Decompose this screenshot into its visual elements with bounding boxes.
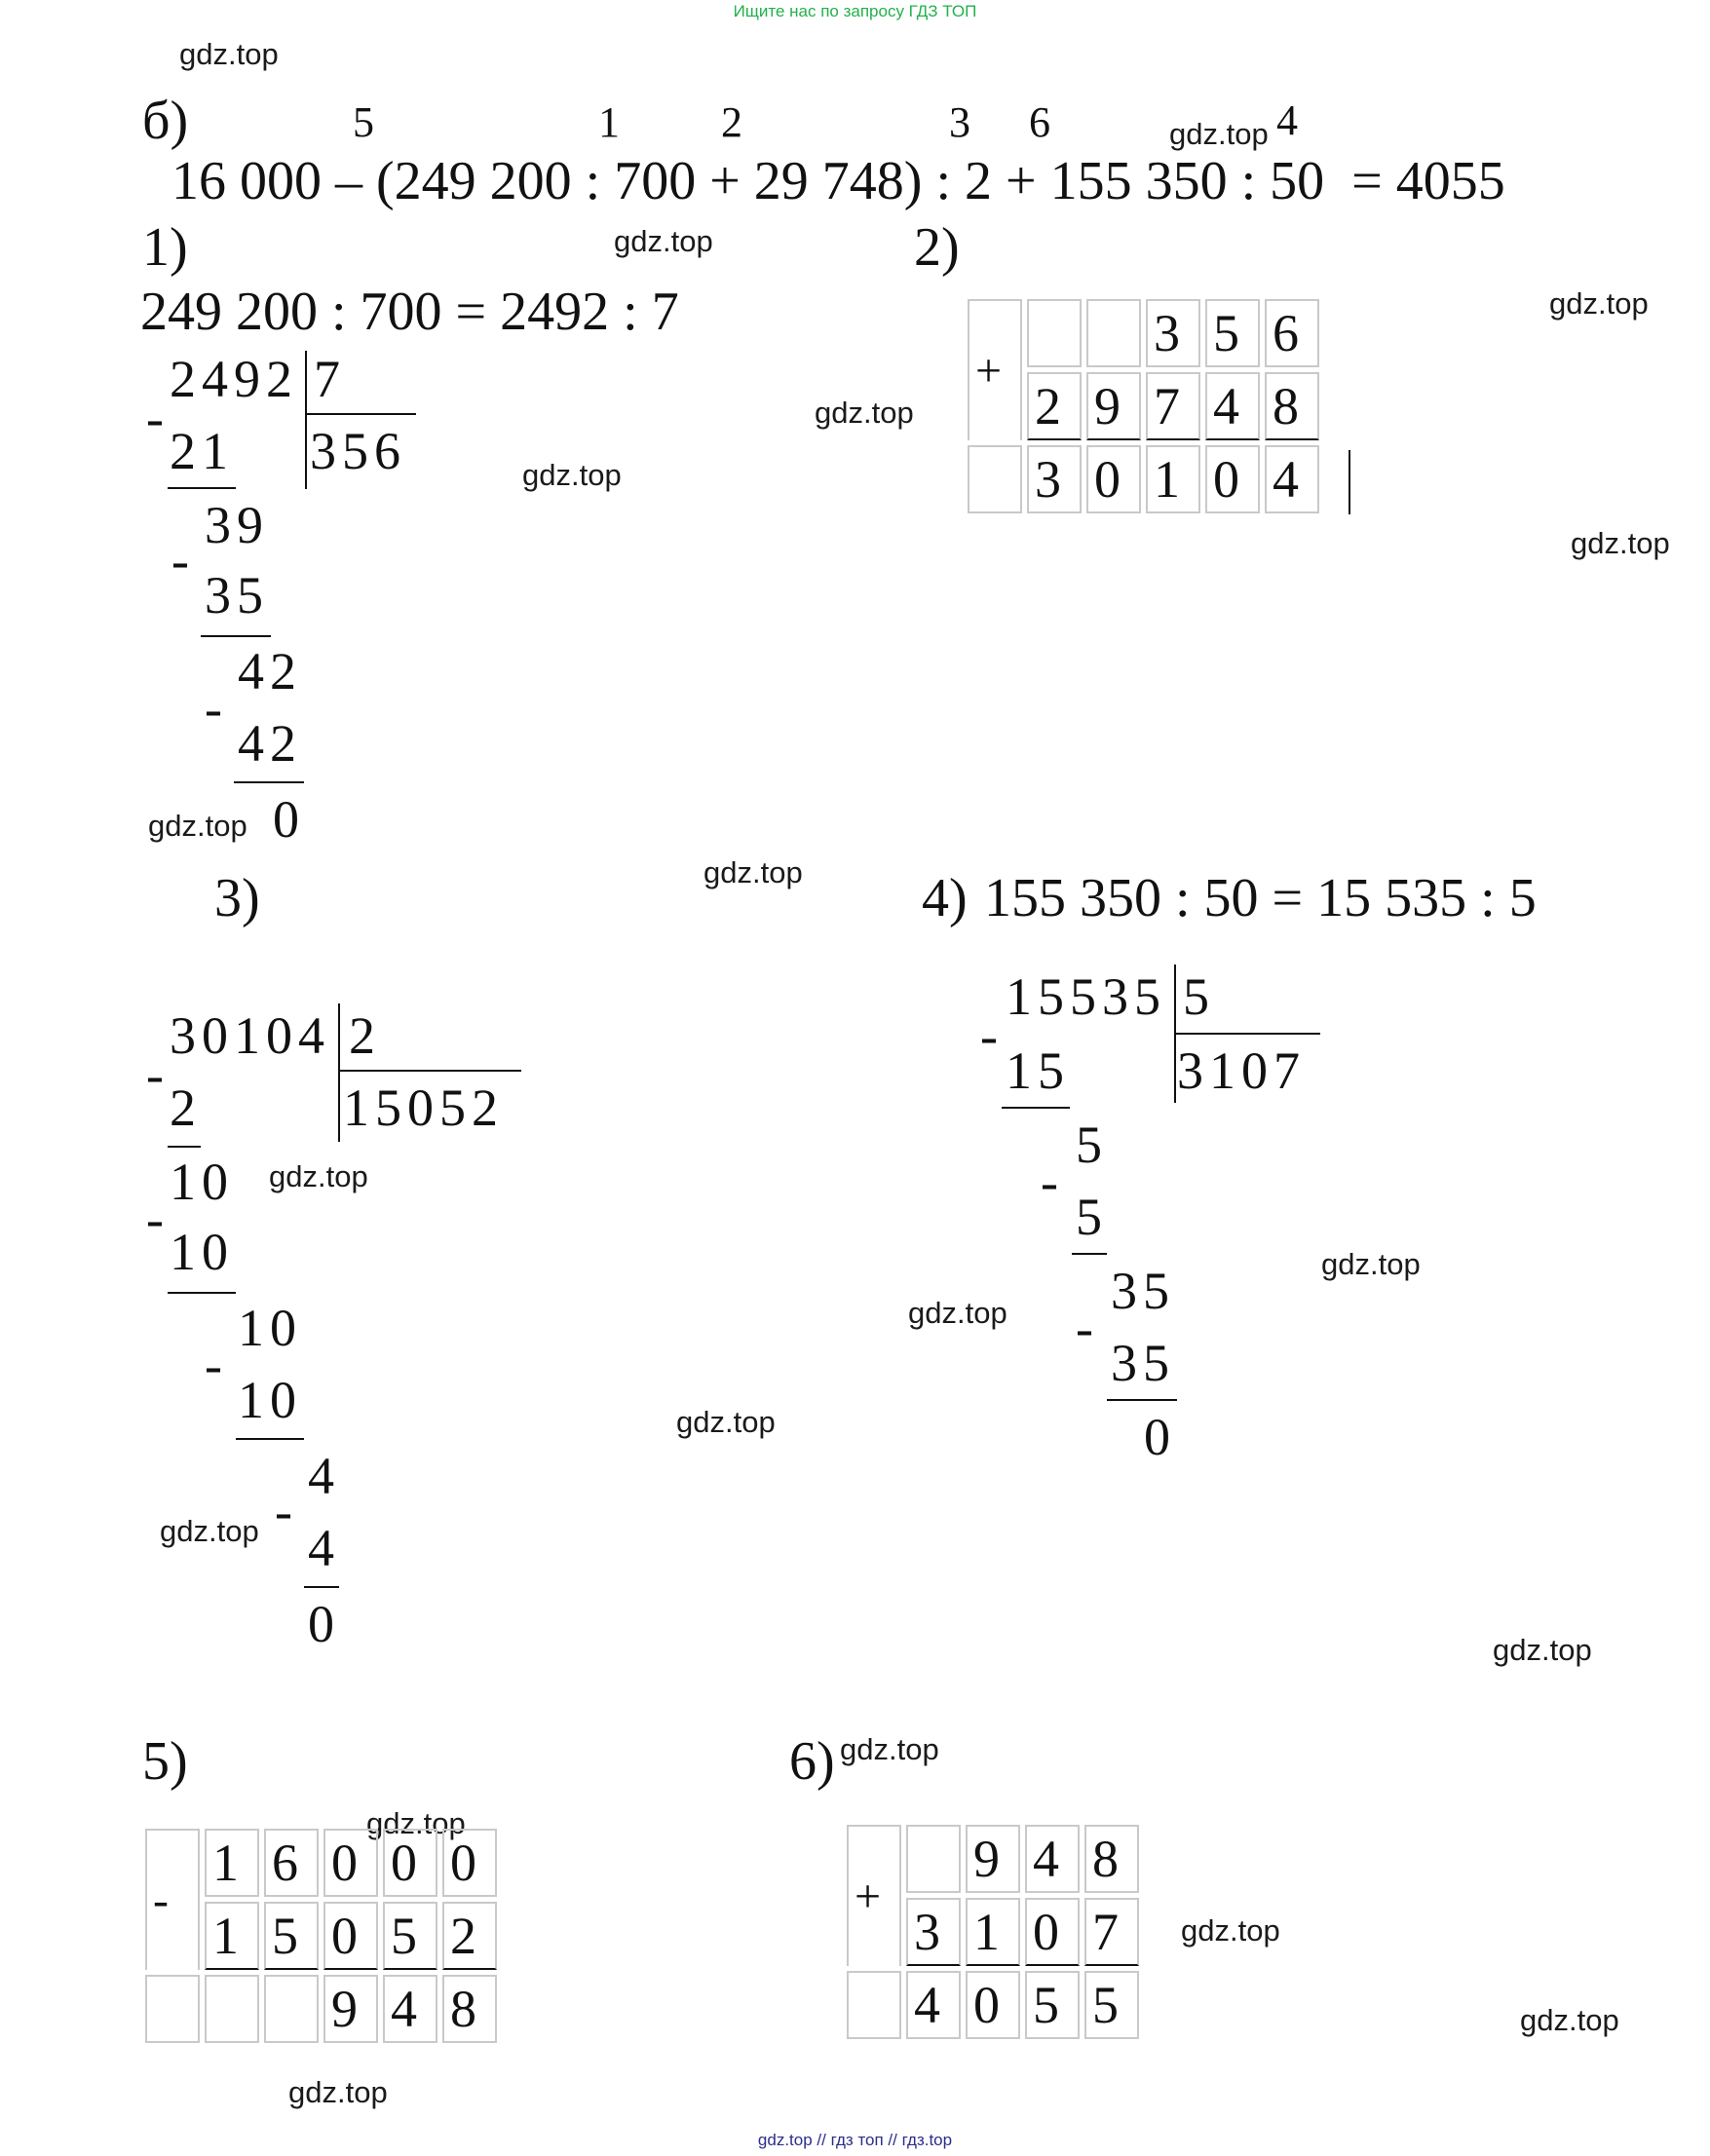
- step1-equation: 249 200 : 700 = 2492 : 7: [140, 282, 679, 342]
- watermark: gdz.top: [288, 2075, 388, 2109]
- step4-row: 35: [1111, 1334, 1175, 1392]
- step1-quotient-line: [307, 413, 416, 415]
- digit-cell: 9: [323, 1975, 378, 2043]
- watermark: gdz.top: [676, 1405, 776, 1439]
- digit-cell: 1: [205, 1829, 259, 1897]
- step3-rule: [304, 1586, 339, 1588]
- step3-division-bar: [338, 1003, 340, 1142]
- footer-links[interactable]: gdz.top // гдз топ // гдз.top: [757, 2131, 953, 2149]
- digit-cell: 5: [1084, 1971, 1139, 2039]
- step3-row: 2: [170, 1078, 202, 1137]
- order-mark: 5: [353, 98, 374, 146]
- digit-cell: 5: [1205, 299, 1260, 367]
- step3-row: 4: [308, 1447, 340, 1505]
- step4-row: 5: [1076, 1116, 1108, 1174]
- digit-cell: [1027, 299, 1082, 367]
- step3-rule: [168, 1146, 201, 1148]
- step4-quotient-line: [1176, 1033, 1320, 1035]
- digit-cell: 2: [442, 1902, 497, 1970]
- order-mark: 4: [1276, 96, 1298, 144]
- step1-row: 35: [205, 566, 269, 624]
- watermark: gdz.top: [1493, 1633, 1592, 1667]
- step1-row: 42: [238, 714, 302, 773]
- order-mark: 6: [1029, 98, 1050, 146]
- watermark: gdz.top: [703, 855, 803, 889]
- step2-label: 2): [914, 217, 960, 278]
- digit-cell: 3: [1027, 445, 1082, 513]
- digit-cell: 0: [383, 1829, 437, 1897]
- step4-row: 35: [1111, 1262, 1175, 1320]
- digit-cell: 6: [264, 1829, 319, 1897]
- digit-cell: [906, 1825, 961, 1893]
- step4-row: 0: [1144, 1408, 1176, 1466]
- step5-column-subtraction: [140, 1824, 502, 2048]
- step6-column-addition: [842, 1820, 1144, 2044]
- step4-rule: [1107, 1399, 1177, 1401]
- step1-row: 39: [205, 496, 269, 554]
- digit-cell: 1: [966, 1898, 1020, 1966]
- step3-dividend: 30104: [170, 1006, 330, 1065]
- minus-sign: -: [275, 1482, 298, 1540]
- plus-operator: +: [968, 299, 1022, 440]
- watermark: gdz.top: [1520, 2003, 1619, 2037]
- digit-cell: 0: [442, 1829, 497, 1897]
- step3-row: 10: [170, 1223, 234, 1281]
- digit-cell: 7: [1146, 372, 1200, 440]
- step3-row: 0: [308, 1595, 340, 1653]
- watermark: gdz.top: [840, 1732, 939, 1766]
- step2-column-addition: [963, 294, 1324, 518]
- digit-cell: 5: [1025, 1971, 1080, 2039]
- minus-operator: -: [145, 1829, 200, 1970]
- minus-sign: -: [1041, 1153, 1064, 1211]
- digit-cell: 9: [966, 1825, 1020, 1893]
- digit-cell: [264, 1975, 319, 2043]
- minus-sign: -: [980, 1006, 1004, 1065]
- digit-cell: 8: [442, 1975, 497, 2043]
- minus-sign: -: [146, 1045, 170, 1104]
- watermark: gdz.top: [815, 396, 914, 430]
- step1-dividend: 2492: [170, 350, 298, 408]
- step1-rule: [201, 635, 271, 637]
- minus-sign: -: [171, 531, 195, 589]
- digit-cell: 0: [323, 1829, 378, 1897]
- step1-rule: [234, 781, 304, 783]
- step3-row: 4: [308, 1519, 340, 1577]
- watermark: gdz.top: [148, 809, 247, 843]
- digit-cell: 0: [1205, 445, 1260, 513]
- watermark: gdz.top: [1181, 1913, 1280, 1948]
- watermark: gdz.top: [522, 458, 622, 492]
- step3-rule: [168, 1292, 236, 1294]
- digit-cell: 9: [1086, 372, 1141, 440]
- digit-cell: 4: [1205, 372, 1260, 440]
- digit-cell: 4: [906, 1971, 961, 2039]
- digit-cell: [968, 445, 1022, 513]
- order-mark: 3: [949, 98, 970, 146]
- watermark: gdz.top: [1549, 286, 1649, 321]
- digit-cell: [145, 1975, 200, 2043]
- digit-cell: 0: [1086, 445, 1141, 513]
- digit-cell: 0: [1025, 1898, 1080, 1966]
- digit-cell: 4: [1025, 1825, 1080, 1893]
- watermark: gdz.top: [908, 1296, 1007, 1330]
- minus-sign: -: [205, 1336, 228, 1394]
- watermark: gdz.top: [1571, 526, 1670, 560]
- digit-cell: 8: [1265, 372, 1319, 440]
- digit-cell: 4: [383, 1975, 437, 2043]
- digit-cell: 2: [1027, 372, 1082, 440]
- digit-cell: 0: [966, 1971, 1020, 2039]
- step3-label: 3): [214, 868, 260, 928]
- digit-cell: 7: [1084, 1898, 1139, 1966]
- step4-quotient: 3107: [1177, 1041, 1306, 1100]
- cursor-mark: [1349, 450, 1350, 514]
- digit-cell: 1: [1146, 445, 1200, 513]
- digit-cell: 3: [1146, 299, 1200, 367]
- digit-cell: 5: [264, 1902, 319, 1970]
- watermark: gdz.top: [1169, 117, 1269, 151]
- digit-cell: 1: [205, 1902, 259, 1970]
- step4-rule: [1002, 1107, 1070, 1109]
- step4-divisor: 5: [1183, 967, 1215, 1026]
- step4-rule: [1072, 1253, 1107, 1255]
- watermark: gdz.top: [614, 224, 713, 258]
- order-mark: 1: [598, 98, 620, 146]
- step3-row: 10: [238, 1299, 302, 1357]
- main-expression: 16 000 – (249 200 : 700 + 29 748) : 2 + 155 350 : 50 = 4055: [171, 151, 1505, 211]
- minus-sign: -: [1076, 1299, 1099, 1357]
- step3-quotient: 15052: [343, 1078, 504, 1137]
- step1-label: 1): [142, 217, 188, 278]
- step1-division-bar: [305, 351, 307, 489]
- digit-cell: 8: [1084, 1825, 1139, 1893]
- step4-equation: 155 350 : 50 = 15 535 : 5: [984, 868, 1537, 928]
- digit-cell: 3: [906, 1898, 961, 1966]
- plus-operator: +: [847, 1825, 901, 1966]
- step1-quotient: 356: [310, 422, 406, 480]
- order-mark: 2: [721, 98, 742, 146]
- step1-row: 0: [273, 790, 305, 849]
- step3-row: 10: [170, 1153, 234, 1211]
- step5-label: 5): [142, 1731, 188, 1792]
- watermark: gdz.top: [1321, 1247, 1421, 1281]
- digit-cell: [1086, 299, 1141, 367]
- step1-divisor: 7: [314, 350, 346, 408]
- minus-sign: -: [146, 1190, 170, 1248]
- minus-sign: -: [146, 389, 170, 447]
- step4-dividend: 15535: [1006, 967, 1166, 1026]
- watermark: gdz.top: [179, 37, 279, 71]
- digit-cell: 0: [323, 1902, 378, 1970]
- part-label: б): [142, 91, 189, 151]
- step4-label: 4): [922, 868, 968, 928]
- digit-cell: 4: [1265, 445, 1319, 513]
- step3-quotient-line: [340, 1070, 521, 1072]
- search-hint[interactable]: Ищите нас по запросу ГДЗ ТОП: [733, 2, 977, 20]
- step4-row: 15: [1006, 1041, 1070, 1100]
- step1-rule: [168, 487, 236, 489]
- minus-sign: -: [205, 679, 228, 738]
- step3-row: 10: [238, 1371, 302, 1429]
- step1-row: 21: [170, 422, 234, 480]
- watermark: gdz.top: [366, 1806, 466, 1840]
- step3-rule: [236, 1438, 304, 1440]
- watermark: gdz.top: [269, 1159, 368, 1193]
- watermark: gdz.top: [160, 1514, 259, 1548]
- step1-row: 42: [238, 642, 302, 700]
- digit-cell: 5: [383, 1902, 437, 1970]
- step3-divisor: 2: [349, 1006, 381, 1065]
- step6-label: 6): [789, 1731, 835, 1792]
- digit-cell: [847, 1971, 901, 2039]
- digit-cell: [205, 1975, 259, 2043]
- step4-row: 5: [1076, 1188, 1108, 1246]
- digit-cell: 6: [1265, 299, 1319, 367]
